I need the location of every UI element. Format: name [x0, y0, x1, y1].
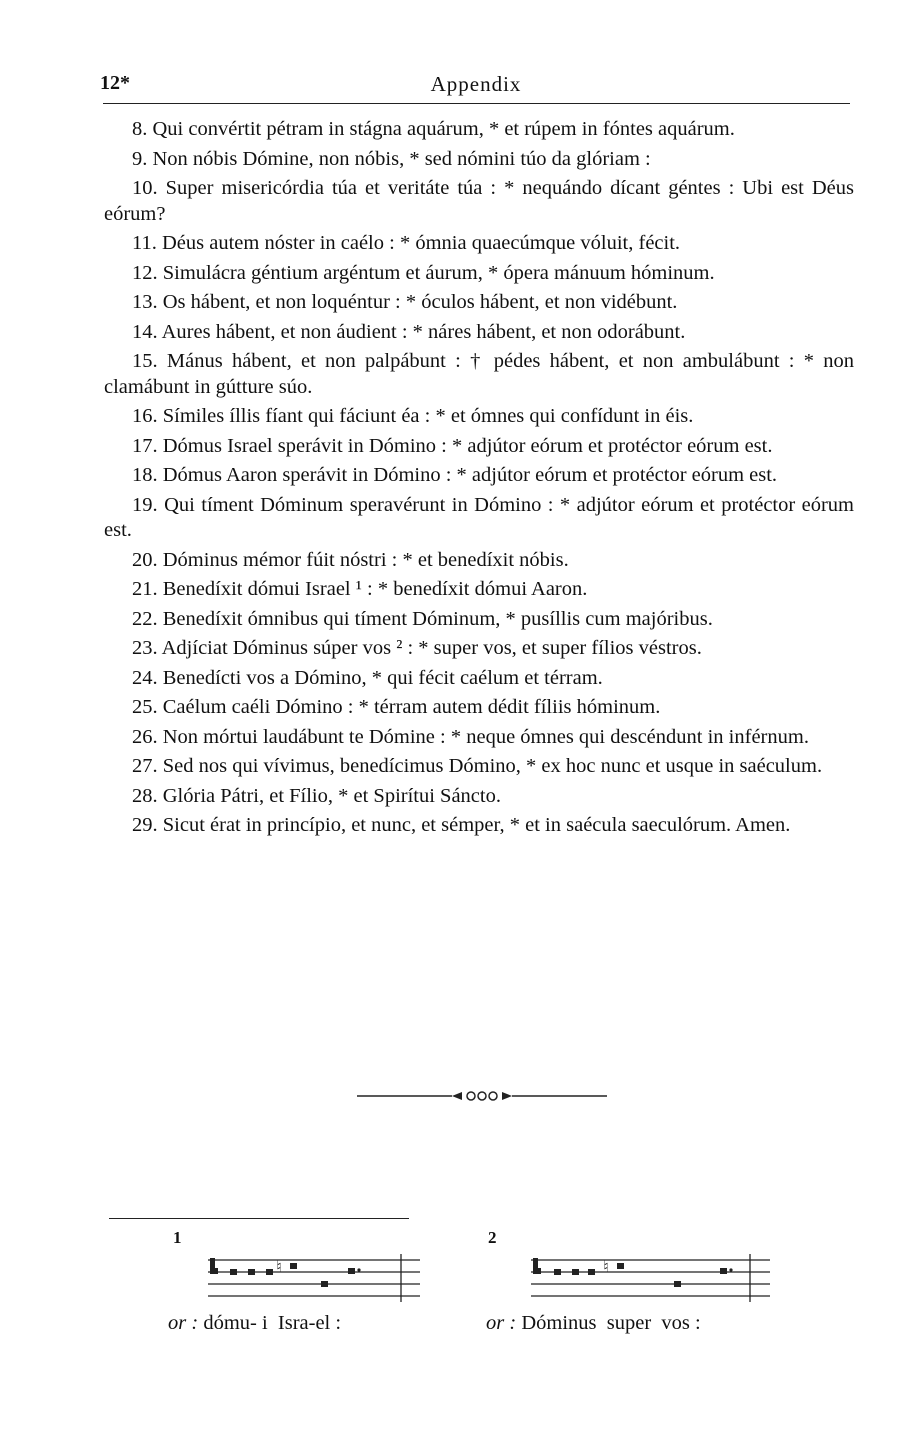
- page-number: 12*: [100, 72, 130, 94]
- verse: 13. Os hábent, et non loquéntur : * óculos hábent, et non vidébunt.: [132, 291, 678, 313]
- footnote-lyric: or : dómu- i Isra-el :: [168, 1312, 342, 1334]
- verse: 28. Glória Pátri, et Fílio, * et Spirítui Sáncto.: [132, 784, 501, 807]
- verse: 20. Dóminus mémor fúit nóstri : * et benedíxit nóbis.: [132, 548, 569, 571]
- verse: 16. Símiles íllis fíant qui fáciunt éa : * et ómnes qui confídunt in éis.: [132, 405, 694, 427]
- running-title: Appendix: [430, 72, 522, 96]
- psalm-verses: [104, 117, 854, 843]
- verse: 23. Adjíciat Dóminus súper vos ² : * super vos, et super fílios véstros.: [132, 637, 702, 659]
- verse: 25. Caélum caéli Dómino : * térram autem dédit fíliis hóminum.: [132, 696, 661, 718]
- verse: 22. Benedíxit ómnibus qui tíment Dóminum, * pusíllis cum majóribus.: [132, 607, 713, 630]
- footnote-chant: [486, 1228, 776, 1348]
- verse: 15. Mánus hábent, et non palpábunt : † pédes hábent, et non ambulábunt : * non clamábunt in gútture súo.: [104, 350, 855, 398]
- verse: 17. Dómus Israel sperávit in Dómino : * adjútor eórum et protéctor eórum est.: [132, 434, 773, 457]
- verse: 9. Non nóbis Dómine, non nóbis, * sed nómini túo da glóriam :: [132, 147, 651, 170]
- section-ornament: [357, 1089, 607, 1103]
- svg-text:♮: ♮: [603, 1257, 609, 1276]
- footnote-number: 2: [488, 1228, 497, 1247]
- verse: 12. Simulácra géntium argéntum et áurum, * ópera mánuum hóminum.: [132, 261, 715, 284]
- svg-text:♮: ♮: [276, 1257, 282, 1276]
- footnote-chant: [168, 1228, 428, 1348]
- chant-staff: [168, 1248, 428, 1318]
- verse: 29. Sicut érat in princípio, et nunc, et sémper, * et in saécula saeculórum. Amen.: [132, 814, 791, 836]
- footnote-rule: [109, 1218, 409, 1219]
- page-header: [100, 70, 852, 100]
- verse: 11. Déus autem nóster in caélo : * ómnia quaecúmque vóluit, fécit.: [132, 232, 681, 254]
- verse: 18. Dómus Aaron sperávit in Dómino : * adjútor eórum et protéctor eórum est.: [132, 464, 778, 486]
- footnote-lyric: or : Dóminus super vos :: [486, 1312, 701, 1334]
- verse: 24. Benedícti vos a Dómino, * qui fécit caélum et térram.: [132, 666, 603, 689]
- verse: 8. Qui convértit pétram in stágna aquárum, * et rúpem in fóntes aquárum.: [132, 118, 735, 140]
- verse: 27. Sed nos qui vívimus, benedícimus Dómino, * ex hoc nunc et usque in saéculum.: [132, 755, 823, 777]
- verse: 10. Super misericórdia túa et veritáte túa : * nequándo dícant géntes : Ubi est Déus eórum?: [104, 177, 855, 225]
- verse: 19. Qui tíment Dóminum speravérunt in Dómino : * adjútor eórum et protéctor eórum est.: [104, 493, 855, 541]
- header-rule: [103, 103, 850, 104]
- footnote-number: 1: [173, 1228, 182, 1247]
- verse: 21. Benedíxit dómui Israel ¹ : * benedíxit dómui Aaron.: [132, 578, 588, 600]
- verse: 26. Non mórtui laudábunt te Dómine : * neque ómnes qui descéndunt in inférnum.: [132, 725, 809, 748]
- verse: 14. Aures hábent, et non áudient : * náres hábent, et non odorábunt.: [132, 320, 686, 343]
- chant-staff: [486, 1248, 776, 1318]
